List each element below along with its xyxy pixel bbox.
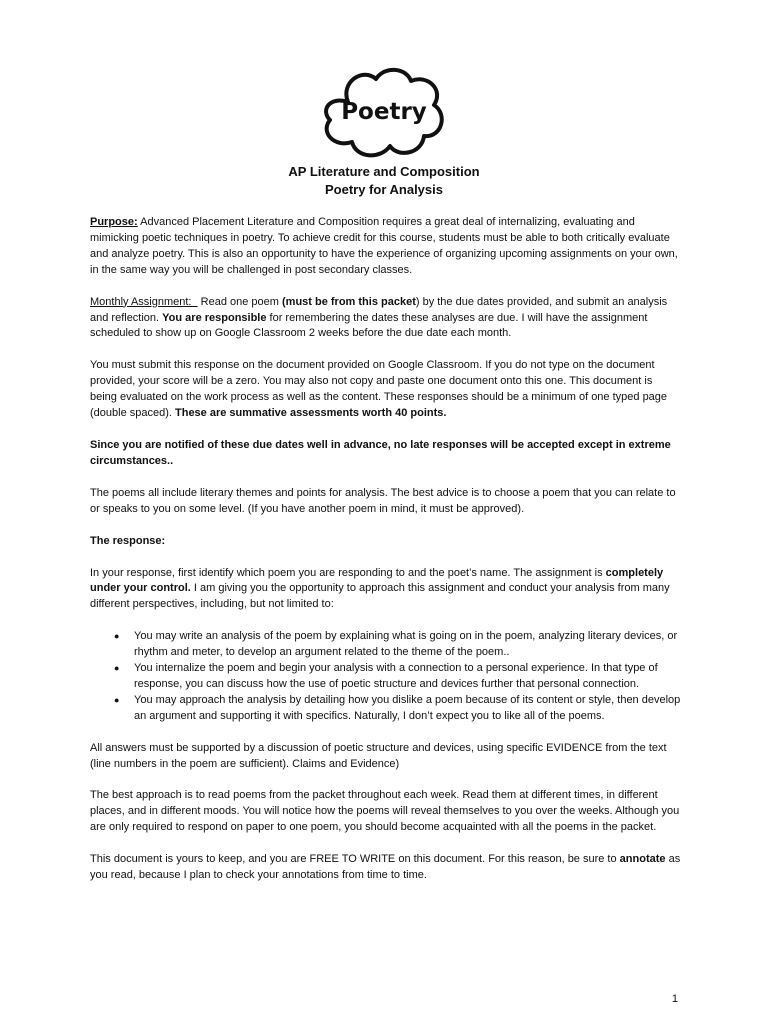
submit-paragraph — [90, 358, 682, 422]
logo-text: Poetry — [341, 99, 427, 125]
monthly-assignment-label: Monthly Assignment: — [90, 295, 198, 308]
purpose-paragraph — [90, 215, 682, 279]
list-item: ● You internalize the poem and begin your analysis with a connection to a personal experience. In that type of response, you can discuss how the use of poetic structure and devices further that personal connection. — [134, 661, 682, 693]
monthly-bold-packet: (must be from this packet — [282, 295, 416, 308]
late-policy-paragraph: Since you are notified of these due dates well in advance, no late responses will be accepted except in extreme circumstances.. — [90, 438, 671, 467]
response-text: In your response, first identify which poem you are responding to and the poet’s name. The assignment is — [90, 566, 606, 579]
page-number: 1 — [671, 993, 678, 1005]
response-heading: The response: — [90, 534, 166, 547]
submit-text: You must submit this response on the document provided on Google Classroom. If you do not type on the document provided, your score will be a zero. You may also not copy and paste one document onto this one. This document is being evaluated on the work process as well as the content. These responses should be a minimum of one typed page (double spaced). — [90, 359, 668, 420]
document-body — [90, 215, 682, 900]
response-intro — [90, 566, 682, 614]
poems-paragraph: The poems all include literary themes and points for analysis. The best advice is to choose a poem that you can relate to or speaks to you on some level. (If you have another poem in mind, it must be approved). — [90, 486, 676, 515]
response-options-list — [90, 629, 682, 724]
purpose-text: Advanced Placement Literature and Composition requires a great deal of internalizing, evaluating and mimicking poetic techniques in poetry. To achieve credit for this course, students must be able to both critically evaluate and analyze poetry. This is also an opportunity to have the experience of organizing upcoming assignments on your own, in the same way you will be challenged in post secondary classes. — [90, 216, 678, 276]
keep-text: This document is yours to keep, and you are FREE TO WRITE on this document. For this reason, be sure to — [90, 853, 620, 866]
keep-text: as you read, because I plan to check your annotations from time to time. — [90, 853, 681, 882]
purpose-label: Purpose: — [90, 216, 138, 228]
approach-paragraph: The best approach is to read poems from the packet throughout each week. Read them at different times, in different places, and in different moods. You will notice how the poems will reveal themselves to you over the weeks. Although you are only required to respond on paper to one poem, you should become acquainted with all the poems in the packet. — [90, 789, 680, 834]
monthly-text: for remembering the dates these analyses are due. I will have the assignment scheduled to show up on Google Classroom 2 weeks before the due date each month. — [90, 311, 648, 340]
list-item: ● You may write an analysis of the poem by explaining what is going on in the poem, analyzing literary devices, or rhythm and meter, to develop an argument related to the theme of the poem.. — [134, 629, 682, 661]
document-subtitle: Poetry for Analysis — [324, 182, 443, 197]
summative-note: These are summative assessments worth 40 points. — [175, 407, 447, 420]
annotate-bold: annotate — [619, 853, 666, 866]
annotate-paragraph — [90, 852, 682, 884]
poetry-cloud-logo — [318, 62, 448, 162]
monthly-text: ) by the due dates provided, and submit an analysis and reflection. — [90, 295, 668, 324]
evidence-paragraph: All answers must be supported by a discussion of poetic structure and devices, using specific EVIDENCE from the text (line numbers in the poem are sufficient). Claims and Evidence) — [90, 741, 667, 770]
response-text: I am giving you the opportunity to approach this assignment and conduct your analysis from many different perspectives, including, but not limited to: — [90, 582, 670, 611]
list-item: ● You may approach the analysis by detailing how you dislike a poem because of its content or style, then develop an argument and supporting it with specifics. Naturally, I don’t expect you to like all of the poems. — [134, 693, 682, 725]
document-title — [0, 163, 768, 199]
response-bold: completely under your control. — [90, 566, 664, 595]
monthly-assignment-paragraph — [90, 295, 682, 343]
monthly-text: Read one poem — [197, 295, 282, 308]
response-section — [90, 534, 682, 725]
course-title: AP Literature and Composition — [288, 164, 480, 179]
monthly-bold-responsible: You are responsible — [162, 311, 267, 324]
